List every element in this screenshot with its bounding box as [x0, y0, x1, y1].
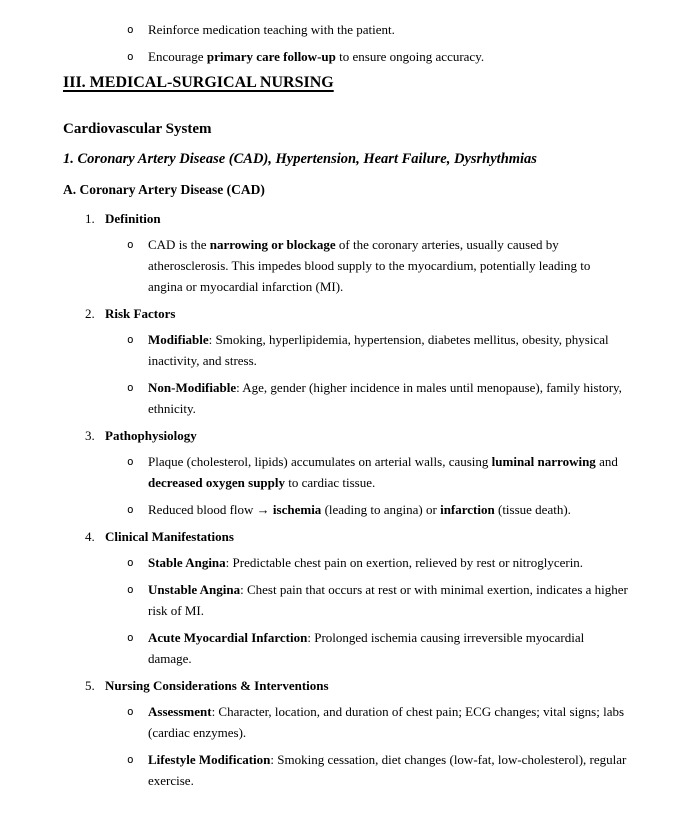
text-content: Definition [105, 211, 161, 226]
text-content: CAD is the narrowing or blockage of the coronary arteries, usually caused by atherosclerosis. This impedes blood supply to the myocardium, potentially leading to angina or myocardial infarction (MI). [148, 237, 591, 294]
bullet-modifiable-risk-factors [0, 329, 694, 371]
bullet-marker: o [127, 583, 134, 596]
bullet-reinforce-medication-teaching [0, 19, 694, 40]
text-content: Encourage primary care follow-up to ensure ongoing accuracy. [148, 49, 485, 64]
text-content: Cardiovascular System [63, 121, 212, 137]
bullet-marker: o [127, 23, 134, 36]
list-number: 4. [85, 529, 95, 544]
bullet-encourage-primary-care [0, 46, 694, 67]
list-number: 3. [85, 428, 95, 443]
heading-cad-hypertension-heart-failure [0, 149, 694, 169]
numbered-risk-factors [0, 303, 694, 324]
bullet-marker: o [127, 705, 134, 718]
text-content: Modifiable: Smoking, hyperlipidemia, hypertension, diabetes mellitus, obesity, physical inactivity, and stress. [148, 332, 609, 368]
bullet-marker: o [127, 455, 134, 468]
text-content: Lifestyle Modification: Smoking cessation, diet changes (low-fat, low-cholesterol), regular exercise. [148, 752, 627, 788]
text-content: Acute Myocardial Infarction: Prolonged ischemia causing irreversible myocardial damage. [148, 630, 585, 666]
numbered-definition [0, 208, 694, 229]
text-content: Risk Factors [105, 306, 176, 321]
list-number: 2. [85, 306, 95, 321]
list-number: 5. [85, 678, 95, 693]
text-content: 1. Coronary Artery Disease (CAD), Hypertension, Heart Failure, Dysrhythmias [63, 151, 537, 167]
bullet-marker: o [127, 631, 134, 644]
list-number: 1. [85, 211, 95, 226]
bullet-stable-angina [0, 552, 694, 573]
bullet-marker: o [127, 238, 134, 251]
heading-cardiovascular-system [0, 119, 694, 139]
bullet-marker: o [127, 333, 134, 346]
text-content: A. Coronary Artery Disease (CAD) [63, 182, 265, 197]
text-content: Assessment: Character, location, and duration of chest pain; ECG changes; vital signs; labs (cardiac enzymes). [148, 704, 625, 740]
bullet-cad-definition [0, 234, 694, 297]
bullet-acute-myocardial-infarction [0, 627, 694, 669]
bullet-plaque-accumulation [0, 451, 694, 493]
text-content: Stable Angina: Predictable chest pain on exertion, relieved by rest or nitroglycerin. [148, 555, 584, 570]
bullet-non-modifiable-risk-factors [0, 377, 694, 419]
text-content: Reinforce medication teaching with the patient. [148, 22, 395, 37]
numbered-nursing-considerations [0, 675, 694, 696]
text-content: Unstable Angina: Chest pain that occurs at rest or with minimal exertion, indicates a higher risk of MI. [148, 582, 628, 618]
bullet-marker: o [127, 753, 134, 766]
bullet-marker: o [127, 50, 134, 63]
heading-coronary-artery-disease [0, 181, 694, 199]
bullet-marker: o [127, 503, 134, 516]
numbered-pathophysiology [0, 425, 694, 446]
text-content: Pathophysiology [105, 428, 197, 443]
bullet-unstable-angina [0, 579, 694, 621]
text-content: Reduced blood flow → ischemia (leading to angina) or infarction (tissue death). [148, 502, 571, 517]
bullet-marker: o [127, 556, 134, 569]
bullet-reduced-blood-flow [0, 499, 694, 520]
bullet-lifestyle-modification [0, 749, 694, 791]
text-content: Non-Modifiable: Age, gender (higher incidence in males until menopause), family history, ethnicity. [148, 380, 622, 416]
text-content: Clinical Manifestations [105, 529, 234, 544]
bullet-marker: o [127, 381, 134, 394]
numbered-clinical-manifestations [0, 526, 694, 547]
heading-medical-surgical-nursing [0, 73, 694, 93]
text-content: Plaque (cholesterol, lipids) accumulates on arterial walls, causing luminal narrowing and decreased oxygen supply to cardiac tissue. [148, 454, 618, 490]
bullet-assessment [0, 701, 694, 743]
text-content: Nursing Considerations & Interventions [105, 678, 329, 693]
text-content: III. MEDICAL-SURGICAL NURSING [63, 74, 334, 91]
